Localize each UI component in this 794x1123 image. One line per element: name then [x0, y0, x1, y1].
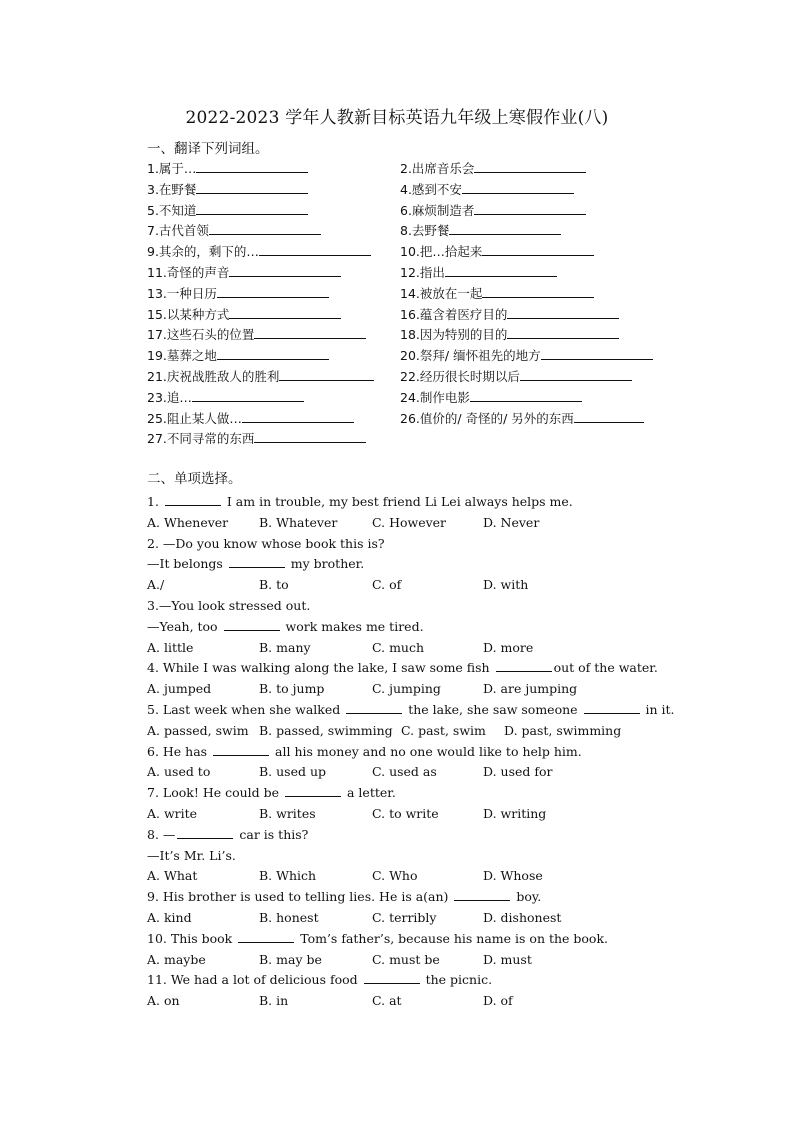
vocab-prompt: 2.出席音乐会 [400, 161, 475, 176]
answer-blank[interactable] [165, 492, 221, 506]
answer-options [147, 721, 667, 742]
vocab-prompt: 24.制作电影 [400, 389, 470, 405]
option-a[interactable]: A. passed, swim [147, 722, 249, 738]
option-d[interactable]: D. with [483, 577, 529, 593]
vocab-item [147, 181, 308, 198]
option-b[interactable]: B. writes [259, 805, 316, 821]
option-c[interactable]: C. used as [372, 764, 437, 780]
stem-text: 10. This book [147, 930, 237, 946]
question-stem [147, 742, 667, 763]
option-d[interactable]: D. more [483, 639, 534, 655]
vocab-row [147, 428, 707, 449]
option-d[interactable]: D. must [483, 951, 532, 967]
question-stem [147, 887, 667, 908]
vocab-row [147, 179, 707, 200]
vocab-prompt: 3.在野餐 [147, 181, 197, 197]
vocab-prompt: 14.被放在一起 [400, 285, 483, 301]
answer-blank[interactable] [229, 264, 341, 277]
question-stem [147, 783, 667, 804]
vocab-item [147, 326, 366, 343]
question-stem [147, 846, 667, 867]
stem-text: my brother. [286, 556, 365, 572]
option-c[interactable]: C. past, swim [401, 722, 486, 738]
vocab-prompt: 17.这些石头的位置 [147, 327, 255, 343]
option-d[interactable]: D. used for [483, 764, 553, 780]
option-b[interactable]: B. to jump [259, 681, 325, 697]
stem-text: the lake, she saw someone [404, 701, 582, 717]
vocab-row [147, 158, 707, 179]
vocab-translation-list [147, 158, 707, 449]
option-a[interactable]: A. jumped [147, 681, 212, 697]
answer-blank[interactable] [462, 181, 574, 194]
vocab-prompt: 27.不同寻常的东西 [147, 431, 255, 447]
vocab-row [147, 387, 707, 408]
answer-blank[interactable] [192, 389, 304, 402]
option-c[interactable]: C. at [372, 993, 402, 1009]
vocab-item [147, 347, 329, 364]
option-c[interactable]: C. jumping [372, 681, 441, 697]
vocab-prompt: 19.墓葬之地 [147, 348, 217, 364]
option-c[interactable]: C. much [372, 639, 425, 655]
option-c[interactable]: C. must be [372, 951, 440, 967]
vocab-item [400, 160, 586, 177]
option-b[interactable]: B. Which [259, 868, 317, 884]
stem-text: I am in trouble, my best friend Li Lei always helps me. [222, 494, 573, 509]
vocab-prompt: 25.阻止某人做… [147, 410, 242, 426]
answer-blank[interactable] [454, 887, 510, 901]
answer-blank[interactable] [482, 243, 594, 256]
answer-blank[interactable] [449, 222, 561, 235]
stem-text: —Yeah, too [147, 618, 222, 634]
answer-blank[interactable] [507, 326, 619, 339]
answer-options [147, 991, 667, 1012]
question-stem [147, 617, 667, 638]
vocab-row [147, 262, 707, 283]
stem-text: 3.—You look stressed out. [147, 597, 311, 613]
vocab-row [147, 408, 707, 429]
vocab-item [147, 368, 374, 385]
vocab-item [147, 389, 304, 406]
vocab-prompt: 16.蕴含着医疗目的 [400, 306, 508, 322]
answer-blank[interactable] [474, 202, 586, 215]
option-a[interactable]: A. What [147, 868, 198, 884]
option-d[interactable]: D. are jumping [483, 681, 578, 697]
stem-text: —It belongs [147, 556, 227, 572]
vocab-item [147, 430, 366, 447]
answer-options [147, 575, 667, 596]
option-b[interactable]: B. honest [259, 909, 319, 925]
answer-options [147, 950, 667, 971]
section2-heading: 二、单项选择。 [147, 471, 242, 487]
stem-text: 4. While I was walking along the lake, I saw some fish [147, 660, 494, 676]
answer-blank[interactable] [507, 306, 619, 319]
vocab-row [147, 283, 707, 304]
answer-blank[interactable] [482, 285, 594, 298]
option-c[interactable]: C. of [372, 577, 402, 593]
vocab-prompt: 26.值价的/ 奇怪的/ 另外的东西 [400, 410, 574, 426]
question-stem [147, 658, 667, 679]
vocab-item [400, 306, 619, 323]
vocab-item [147, 202, 308, 219]
answer-blank[interactable] [217, 347, 329, 360]
vocab-row [147, 366, 707, 387]
stem-text: in it. [641, 701, 675, 717]
question-stem [147, 825, 667, 846]
stem-text: Tom’s father’s, because his name is on the book. [296, 930, 609, 946]
vocab-item [147, 222, 321, 239]
answer-options [147, 638, 667, 659]
stem-text: the picnic. [421, 972, 493, 988]
option-a[interactable]: A./ [147, 577, 165, 593]
option-a[interactable]: A. used to [147, 764, 211, 780]
vocab-item [400, 181, 574, 198]
answer-blank[interactable] [285, 783, 341, 797]
vocab-item [147, 410, 354, 427]
answer-options [147, 762, 667, 783]
vocab-item [400, 347, 653, 364]
stem-text: 7. Look! He could be [147, 785, 284, 801]
option-d[interactable]: D. of [483, 993, 513, 1009]
vocab-row [147, 241, 707, 262]
answer-options [147, 866, 667, 887]
vocab-item [147, 243, 371, 260]
answer-options [147, 804, 667, 825]
answer-blank[interactable] [574, 410, 644, 423]
option-b[interactable]: B. to [259, 577, 289, 593]
option-a[interactable]: A. maybe [147, 951, 206, 967]
vocab-prompt: 1.属于… [147, 161, 197, 176]
option-d[interactable]: D. Whose [483, 868, 543, 884]
vocab-item [147, 264, 341, 281]
vocab-prompt: 6.麻烦制造者 [400, 202, 475, 218]
option-c[interactable]: C. Who [372, 868, 418, 884]
answer-blank[interactable] [242, 410, 354, 423]
answer-blank[interactable] [584, 700, 640, 714]
vocab-prompt: 13.一种日历 [147, 285, 217, 301]
answer-blank[interactable] [470, 389, 582, 402]
answer-blank[interactable] [259, 243, 371, 256]
stem-text: boy. [512, 889, 542, 905]
stem-text: —It’s Mr. Li’s. [147, 847, 236, 863]
question-stem [147, 596, 667, 617]
option-b[interactable]: B. passed, swimming [259, 722, 393, 738]
stem-text: 5. Last week when she walked [147, 701, 345, 717]
option-b[interactable]: B. Whatever [259, 514, 338, 530]
question-stem [147, 700, 675, 721]
option-a[interactable]: A. kind [147, 909, 192, 925]
option-a[interactable]: A. on [147, 993, 180, 1009]
answer-blank[interactable] [520, 368, 632, 381]
vocab-item [400, 222, 561, 239]
vocab-item [147, 285, 329, 302]
answer-blank[interactable] [445, 264, 557, 277]
answer-blank[interactable] [364, 970, 420, 984]
answer-blank[interactable] [229, 554, 285, 568]
option-d[interactable]: D. writing [483, 805, 547, 821]
option-d[interactable]: D. past, swimming [504, 722, 622, 738]
vocab-item [400, 410, 644, 427]
question-stem [147, 554, 667, 575]
option-b[interactable]: B. many [259, 639, 311, 655]
answer-blank[interactable] [254, 430, 366, 443]
answer-options [147, 513, 667, 534]
vocab-row [147, 304, 707, 325]
option-b[interactable]: B. may be [259, 951, 322, 967]
vocab-item [400, 264, 557, 281]
answer-blank[interactable] [224, 617, 280, 631]
vocab-prompt: 15.以某种方式 [147, 306, 230, 322]
question-stem [147, 492, 667, 513]
answer-blank[interactable] [474, 160, 586, 173]
vocab-prompt: 7.古代首领 [147, 223, 209, 239]
stem-text: out of the water. [553, 660, 658, 676]
answer-blank[interactable] [196, 181, 308, 194]
vocab-prompt: 21.庆祝战胜敌人的胜利 [147, 368, 280, 384]
stem-text: 1. [147, 494, 163, 509]
vocab-prompt: 12.指出 [400, 264, 445, 280]
answer-blank[interactable] [496, 658, 552, 672]
answer-options [147, 908, 667, 929]
vocab-item [400, 285, 594, 302]
vocab-item [147, 160, 308, 177]
option-c[interactable]: C. to write [372, 805, 439, 821]
option-c[interactable]: C. terribly [372, 909, 437, 925]
stem-text: 9. His brother is used to telling lies. He is a(an) [147, 889, 453, 905]
answer-options [147, 679, 667, 700]
answer-blank[interactable] [238, 929, 294, 943]
vocab-item [147, 306, 341, 323]
answer-blank[interactable] [213, 742, 269, 756]
option-b[interactable]: B. used up [259, 764, 327, 780]
vocab-prompt: 10.把…拾起来 [400, 244, 483, 260]
answer-blank[interactable] [541, 347, 653, 360]
stem-text: car is this? [235, 826, 309, 842]
stem-text: 11. We had a lot of delicious food [147, 972, 362, 988]
option-b[interactable]: B. in [259, 993, 289, 1009]
vocab-row [147, 345, 707, 366]
vocab-prompt: 22.经历很长时期以后 [400, 368, 520, 384]
section1-heading: 一、翻译下列词组。 [147, 141, 269, 157]
answer-blank[interactable] [217, 285, 329, 298]
multiple-choice-list [147, 492, 675, 1012]
answer-blank[interactable] [209, 222, 321, 235]
answer-blank[interactable] [177, 825, 233, 839]
vocab-item [400, 368, 632, 385]
worksheet-title: 2022-2023 学年人教新目标英语九年级上寒假作业(八) [185, 108, 609, 128]
answer-blank[interactable] [346, 700, 402, 714]
answer-blank[interactable] [229, 306, 341, 319]
vocab-prompt: 23.追… [147, 389, 192, 405]
question-stem [147, 534, 667, 555]
option-a[interactable]: A. little [147, 639, 194, 655]
vocab-item [400, 326, 619, 343]
option-d[interactable]: D. dishonest [483, 909, 562, 925]
vocab-item [400, 389, 582, 406]
answer-blank[interactable] [254, 326, 366, 339]
option-c[interactable]: C. However [372, 514, 447, 530]
stem-text: 8. — [147, 826, 176, 842]
stem-text: a letter. [343, 785, 396, 801]
answer-blank[interactable] [196, 160, 308, 173]
option-d[interactable]: D. Never [483, 514, 540, 530]
vocab-prompt: 4.感到不安 [400, 181, 462, 197]
option-a[interactable]: A. write [147, 805, 198, 821]
vocab-item [400, 243, 594, 260]
vocab-prompt: 11.奇怪的声音 [147, 264, 230, 280]
option-a[interactable]: A. Whenever [147, 514, 229, 530]
answer-blank[interactable] [196, 202, 308, 215]
vocab-item [400, 202, 586, 219]
vocab-prompt: 18.因为特别的目的 [400, 327, 508, 343]
vocab-prompt: 8.去野餐 [400, 223, 450, 239]
question-stem [147, 970, 667, 991]
vocab-prompt: 20.祭拜/ 缅怀祖先的地方 [400, 348, 541, 364]
vocab-row [147, 220, 707, 241]
vocab-row [147, 324, 707, 345]
vocab-prompt: 9.其余的，剩下的… [147, 244, 259, 260]
stem-text: all his money and no one would like to help him. [271, 743, 582, 759]
stem-text: 2. —Do you know whose book this is? [147, 535, 385, 551]
answer-blank[interactable] [279, 368, 374, 381]
vocab-row [147, 200, 707, 221]
stem-text: work makes me tired. [281, 618, 424, 634]
vocab-prompt: 5.不知道 [147, 202, 197, 218]
stem-text: 6. He has [147, 743, 212, 759]
question-stem [147, 929, 667, 950]
